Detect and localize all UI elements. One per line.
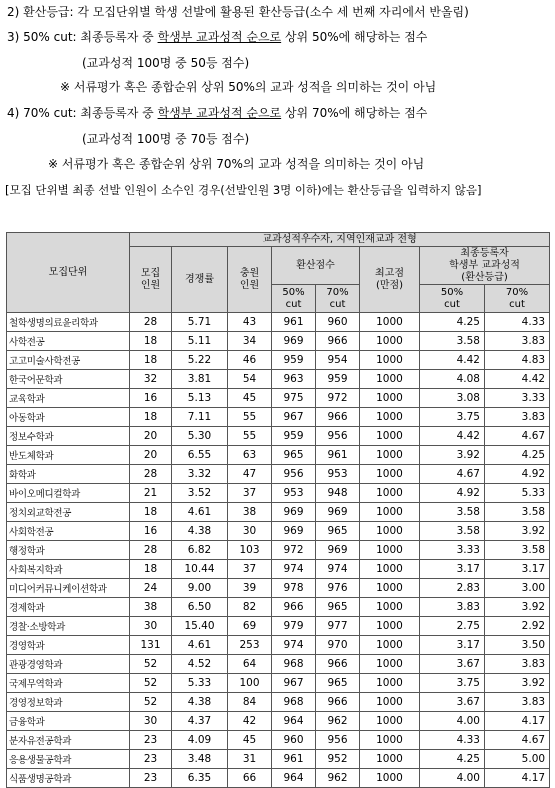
cell-total-applicants: 55 (228, 408, 272, 427)
cell-cut70-score: 961 (316, 446, 360, 465)
cell-total-applicants: 45 (228, 389, 272, 408)
cell-dept: 행정학과 (7, 541, 130, 560)
cell-cut70-grade: 3.33 (485, 389, 550, 408)
cell-dept: 경제학과 (7, 598, 130, 617)
cell-cut50-score: 975 (272, 389, 316, 408)
cell-cut50-score: 956 (272, 465, 316, 484)
cell-max-score: 1000 (360, 598, 420, 617)
cell-cut50-score: 959 (272, 351, 316, 370)
cell-cut70-grade: 3.92 (485, 522, 550, 541)
cell-total-applicants: 45 (228, 731, 272, 750)
cell-cut70-grade: 4.83 (485, 351, 550, 370)
cell-competition: 3.81 (172, 370, 228, 389)
cell-competition: 6.35 (172, 769, 228, 788)
cell-cut50-grade: 4.08 (420, 370, 485, 389)
cell-cut50-grade: 3.92 (420, 446, 485, 465)
cell-cut70-score: 969 (316, 503, 360, 522)
cell-cut70-grade: 3.92 (485, 598, 550, 617)
cell-cut70-grade: 5.33 (485, 484, 550, 503)
table-row (7, 712, 550, 731)
cell-cut70-score: 959 (316, 370, 360, 389)
cell-cut50-score: 974 (272, 636, 316, 655)
cell-competition: 15.40 (172, 617, 228, 636)
cell-cut50-grade: 4.42 (420, 351, 485, 370)
cell-competition: 5.71 (172, 313, 228, 332)
cell-dept: 응용생물공학과 (7, 750, 130, 769)
cell-cut70-score: 948 (316, 484, 360, 503)
cell-max-score: 1000 (360, 332, 420, 351)
table-row (7, 769, 550, 788)
table-row (7, 617, 550, 636)
cell-cut50-grade: 4.67 (420, 465, 485, 484)
cell-cut70-score: 954 (316, 351, 360, 370)
cell-total-applicants: 63 (228, 446, 272, 465)
cell-cut50-score: 969 (272, 522, 316, 541)
cell-cut50-score: 968 (272, 655, 316, 674)
cell-cut50-score: 972 (272, 541, 316, 560)
cell-total-applicants: 30 (228, 522, 272, 541)
cell-cut70-grade: 3.92 (485, 674, 550, 693)
cell-total-applicants: 103 (228, 541, 272, 560)
note-line-2 (7, 30, 427, 44)
cell-cut50-grade: 2.83 (420, 579, 485, 598)
cell-competition: 3.52 (172, 484, 228, 503)
cell-cut50-grade: 3.75 (420, 408, 485, 427)
cell-recruit: 18 (130, 408, 172, 427)
cell-cut70-score: 966 (316, 693, 360, 712)
cell-dept: 철학생명의료윤리학과 (7, 313, 130, 332)
cell-competition: 9.00 (172, 579, 228, 598)
cell-cut50-score: 965 (272, 446, 316, 465)
cell-cut50-score: 953 (272, 484, 316, 503)
note-line-5 (7, 106, 427, 120)
cell-competition: 5.30 (172, 427, 228, 446)
cell-cut70-grade: 2.92 (485, 617, 550, 636)
cell-competition: 6.55 (172, 446, 228, 465)
cell-cut50-score: 960 (272, 731, 316, 750)
table-row (7, 636, 550, 655)
cell-cut50-grade: 3.75 (420, 674, 485, 693)
table-row (7, 693, 550, 712)
cell-cut50-grade: 3.58 (420, 503, 485, 522)
note-line-3: (교과성적 100명 중 50등 점수) (82, 56, 250, 70)
note-line-8: [모집 단위별 최종 선발 인원이 소수인 경우(선발인원 3명 이하)에는 환산등급을 입력하지 않음] (5, 183, 482, 197)
note-line-2-underline: 학생부 교과성적 순으로 (157, 30, 282, 44)
cell-cut50-score: 967 (272, 408, 316, 427)
table-row (7, 408, 550, 427)
header-track: 교과성적우수자, 지역인재교과 전형 (130, 233, 550, 247)
table-row (7, 655, 550, 674)
cell-cut70-grade: 3.83 (485, 693, 550, 712)
cell-cut70-grade: 3.83 (485, 655, 550, 674)
cell-cut70-grade: 3.17 (485, 560, 550, 579)
cell-cut70-score: 965 (316, 598, 360, 617)
cell-cut70-score: 965 (316, 522, 360, 541)
cell-cut70-score: 970 (316, 636, 360, 655)
cell-recruit: 30 (130, 617, 172, 636)
cell-competition: 5.11 (172, 332, 228, 351)
cell-cut50-grade: 4.92 (420, 484, 485, 503)
cell-cut70-score: 976 (316, 579, 360, 598)
cell-max-score: 1000 (360, 674, 420, 693)
cell-cut70-score: 977 (316, 617, 360, 636)
cell-recruit: 28 (130, 541, 172, 560)
cell-cut70-score: 952 (316, 750, 360, 769)
cell-cut50-grade: 3.17 (420, 560, 485, 579)
cell-cut50-grade: 2.75 (420, 617, 485, 636)
cell-max-score: 1000 (360, 389, 420, 408)
cell-max-score: 1000 (360, 750, 420, 769)
note-line-2-post: 상위 50%에 해당하는 점수 (281, 30, 428, 44)
cell-cut50-grade: 3.08 (420, 389, 485, 408)
cell-cut70-grade: 4.67 (485, 731, 550, 750)
cell-cut70-grade: 3.83 (485, 332, 550, 351)
cell-competition: 3.32 (172, 465, 228, 484)
cell-recruit: 20 (130, 427, 172, 446)
table-row (7, 674, 550, 693)
cell-recruit: 28 (130, 313, 172, 332)
cell-competition: 10.44 (172, 560, 228, 579)
cell-competition: 4.61 (172, 636, 228, 655)
table-row (7, 370, 550, 389)
cell-max-score: 1000 (360, 579, 420, 598)
cell-recruit: 21 (130, 484, 172, 503)
cell-cut70-grade: 5.00 (485, 750, 550, 769)
cell-cut70-score: 972 (316, 389, 360, 408)
cell-recruit: 16 (130, 522, 172, 541)
cell-dept: 정보수학과 (7, 427, 130, 446)
cell-cut70-score: 953 (316, 465, 360, 484)
table-body (7, 313, 550, 788)
cell-cut70-grade: 4.17 (485, 712, 550, 731)
cell-dept: 반도체학과 (7, 446, 130, 465)
cell-cut50-grade: 3.83 (420, 598, 485, 617)
cell-dept: 국제무역학과 (7, 674, 130, 693)
cell-max-score: 1000 (360, 712, 420, 731)
cell-recruit: 28 (130, 465, 172, 484)
cell-competition: 6.50 (172, 598, 228, 617)
cell-cut70-score: 965 (316, 674, 360, 693)
cell-total-applicants: 253 (228, 636, 272, 655)
cell-max-score: 1000 (360, 370, 420, 389)
cell-total-applicants: 54 (228, 370, 272, 389)
cell-dept: 식품생명공학과 (7, 769, 130, 788)
table-row (7, 503, 550, 522)
cell-total-applicants: 38 (228, 503, 272, 522)
cell-cut70-grade: 4.42 (485, 370, 550, 389)
cell-recruit: 18 (130, 560, 172, 579)
note-line-4: ※ 서류평가 혹은 종합순위 상위 50%의 교과 성적을 의미하는 것이 아님 (60, 80, 437, 94)
table-row (7, 560, 550, 579)
cell-max-score: 1000 (360, 693, 420, 712)
header-grade-cut50: 50% cut (420, 285, 485, 313)
cell-total-applicants: 37 (228, 560, 272, 579)
cell-recruit: 18 (130, 351, 172, 370)
header-score-cut50: 50% cut (272, 285, 316, 313)
cell-cut70-score: 956 (316, 427, 360, 446)
cell-cut70-grade: 4.25 (485, 446, 550, 465)
cell-cut50-grade: 4.25 (420, 313, 485, 332)
header-max-score: 최고점 (만점) (360, 247, 420, 313)
table-row (7, 389, 550, 408)
cell-cut70-score: 969 (316, 541, 360, 560)
cell-dept: 경찰·소방학과 (7, 617, 130, 636)
header-converted-score: 환산점수 (272, 247, 360, 285)
cell-competition: 4.38 (172, 693, 228, 712)
cell-dept: 바이오메디컬학과 (7, 484, 130, 503)
cell-competition: 4.38 (172, 522, 228, 541)
cell-dept: 미디어커뮤니케이션학과 (7, 579, 130, 598)
table-row (7, 427, 550, 446)
cell-competition: 4.37 (172, 712, 228, 731)
cell-dept: 사회복지학과 (7, 560, 130, 579)
cell-max-score: 1000 (360, 427, 420, 446)
table-row (7, 465, 550, 484)
cell-cut70-score: 960 (316, 313, 360, 332)
header-recruit: 모집 인원 (130, 247, 172, 313)
table-row (7, 731, 550, 750)
cell-cut70-score: 962 (316, 712, 360, 731)
cell-competition: 4.61 (172, 503, 228, 522)
cell-cut70-grade: 4.67 (485, 427, 550, 446)
cell-cut50-grade: 4.42 (420, 427, 485, 446)
cell-max-score: 1000 (360, 655, 420, 674)
cell-cut70-grade: 3.50 (485, 636, 550, 655)
cell-recruit: 16 (130, 389, 172, 408)
cell-cut70-score: 966 (316, 332, 360, 351)
cell-recruit: 20 (130, 446, 172, 465)
cell-max-score: 1000 (360, 446, 420, 465)
header-total-applicants: 충원 인원 (228, 247, 272, 313)
cell-dept: 사회학전공 (7, 522, 130, 541)
cell-recruit: 18 (130, 503, 172, 522)
cell-max-score: 1000 (360, 769, 420, 788)
cell-cut50-grade: 4.00 (420, 712, 485, 731)
cell-cut70-score: 962 (316, 769, 360, 788)
cell-recruit: 52 (130, 674, 172, 693)
cell-cut50-grade: 3.67 (420, 655, 485, 674)
cell-dept: 고고미술사학전공 (7, 351, 130, 370)
cell-max-score: 1000 (360, 503, 420, 522)
cell-max-score: 1000 (360, 465, 420, 484)
table-row (7, 750, 550, 769)
cell-total-applicants: 42 (228, 712, 272, 731)
cell-cut50-score: 968 (272, 693, 316, 712)
cell-cut50-score: 974 (272, 560, 316, 579)
cell-dept: 사학전공 (7, 332, 130, 351)
cell-cut50-score: 961 (272, 750, 316, 769)
cell-total-applicants: 55 (228, 427, 272, 446)
cell-cut70-grade: 3.00 (485, 579, 550, 598)
header-grade-cut70: 70% cut (485, 285, 550, 313)
cell-recruit: 24 (130, 579, 172, 598)
cell-cut70-score: 966 (316, 655, 360, 674)
cell-cut50-grade: 4.00 (420, 769, 485, 788)
cell-cut50-grade: 4.25 (420, 750, 485, 769)
cell-cut50-grade: 3.58 (420, 522, 485, 541)
note-line-5-underline: 학생부 교과성적 순으로 (157, 106, 282, 120)
note-line-5-post: 상위 70%에 해당하는 점수 (281, 106, 428, 120)
header-final-grade: 최종등록자 학생부 교과성적 (환산등급) (420, 247, 550, 285)
cell-cut70-score: 966 (316, 408, 360, 427)
cell-total-applicants: 31 (228, 750, 272, 769)
cell-competition: 6.82 (172, 541, 228, 560)
cell-cut50-score: 978 (272, 579, 316, 598)
cell-cut50-grade: 3.67 (420, 693, 485, 712)
cell-cut50-score: 964 (272, 769, 316, 788)
note-line-1: 2) 환산등급: 각 모집단위별 학생 선발에 활용된 환산등급(소수 세 번째 자리에서 반올림) (7, 5, 469, 19)
cell-total-applicants: 100 (228, 674, 272, 693)
cell-total-applicants: 69 (228, 617, 272, 636)
cell-cut70-grade: 4.17 (485, 769, 550, 788)
cell-recruit: 52 (130, 655, 172, 674)
cell-recruit: 23 (130, 731, 172, 750)
cell-cut50-score: 969 (272, 503, 316, 522)
table-header (7, 233, 550, 313)
cell-cut50-grade: 3.33 (420, 541, 485, 560)
cell-cut70-grade: 4.92 (485, 465, 550, 484)
cell-cut70-grade: 3.58 (485, 541, 550, 560)
header-competition: 경쟁률 (172, 247, 228, 313)
cell-total-applicants: 43 (228, 313, 272, 332)
cell-cut50-score: 959 (272, 427, 316, 446)
header-unit: 모집단위 (7, 233, 130, 313)
cell-dept: 경영정보학과 (7, 693, 130, 712)
cell-total-applicants: 46 (228, 351, 272, 370)
cell-cut70-grade: 3.83 (485, 408, 550, 427)
cell-cut50-score: 966 (272, 598, 316, 617)
cell-dept: 화학과 (7, 465, 130, 484)
cell-dept: 아동학과 (7, 408, 130, 427)
table-row (7, 332, 550, 351)
cell-recruit: 52 (130, 693, 172, 712)
note-line-6: (교과성적 100명 중 70등 점수) (82, 132, 250, 146)
cell-dept: 분자유전공학과 (7, 731, 130, 750)
cell-max-score: 1000 (360, 484, 420, 503)
cell-recruit: 32 (130, 370, 172, 389)
cell-recruit: 30 (130, 712, 172, 731)
cell-total-applicants: 64 (228, 655, 272, 674)
note-line-5-pre: 4) 70% cut: 최종등록자 중 (7, 106, 158, 120)
note-line-7: ※ 서류평가 혹은 종합순위 상위 70%의 교과 성적을 의미하는 것이 아님 (48, 157, 425, 171)
table-row (7, 522, 550, 541)
cell-total-applicants: 84 (228, 693, 272, 712)
cell-cut50-score: 961 (272, 313, 316, 332)
cell-competition: 7.11 (172, 408, 228, 427)
cell-cut50-score: 979 (272, 617, 316, 636)
cell-dept: 경영학과 (7, 636, 130, 655)
cell-cut50-score: 967 (272, 674, 316, 693)
cell-competition: 3.48 (172, 750, 228, 769)
header-score-cut70: 70% cut (316, 285, 360, 313)
cell-max-score: 1000 (360, 313, 420, 332)
cell-max-score: 1000 (360, 731, 420, 750)
cell-competition: 5.13 (172, 389, 228, 408)
table-row (7, 446, 550, 465)
cell-competition: 5.22 (172, 351, 228, 370)
cell-competition: 4.09 (172, 731, 228, 750)
cell-cut70-grade: 3.58 (485, 503, 550, 522)
cell-max-score: 1000 (360, 522, 420, 541)
cell-total-applicants: 66 (228, 769, 272, 788)
cell-cut70-score: 956 (316, 731, 360, 750)
cell-competition: 5.33 (172, 674, 228, 693)
cell-recruit: 23 (130, 750, 172, 769)
table-row (7, 541, 550, 560)
cell-cut50-grade: 3.58 (420, 332, 485, 351)
cell-max-score: 1000 (360, 541, 420, 560)
cell-total-applicants: 47 (228, 465, 272, 484)
cell-max-score: 1000 (360, 408, 420, 427)
cell-recruit: 131 (130, 636, 172, 655)
admissions-table (6, 232, 550, 788)
cell-cut50-grade: 4.33 (420, 731, 485, 750)
table-row (7, 579, 550, 598)
cell-cut50-score: 969 (272, 332, 316, 351)
cell-dept: 교육학과 (7, 389, 130, 408)
cell-max-score: 1000 (360, 560, 420, 579)
cell-dept: 한국어문학과 (7, 370, 130, 389)
cell-cut70-score: 974 (316, 560, 360, 579)
cell-max-score: 1000 (360, 351, 420, 370)
cell-total-applicants: 34 (228, 332, 272, 351)
table-row (7, 313, 550, 332)
table-row (7, 598, 550, 617)
cell-total-applicants: 37 (228, 484, 272, 503)
cell-total-applicants: 82 (228, 598, 272, 617)
cell-dept: 관광경영학과 (7, 655, 130, 674)
cell-cut50-score: 964 (272, 712, 316, 731)
cell-recruit: 23 (130, 769, 172, 788)
cell-cut70-grade: 4.33 (485, 313, 550, 332)
cell-recruit: 18 (130, 332, 172, 351)
cell-cut50-grade: 3.17 (420, 636, 485, 655)
cell-dept: 금융학과 (7, 712, 130, 731)
cell-max-score: 1000 (360, 636, 420, 655)
cell-cut50-score: 963 (272, 370, 316, 389)
cell-total-applicants: 39 (228, 579, 272, 598)
cell-max-score: 1000 (360, 617, 420, 636)
cell-recruit: 38 (130, 598, 172, 617)
table-row (7, 484, 550, 503)
cell-dept: 정치외교학전공 (7, 503, 130, 522)
cell-competition: 4.52 (172, 655, 228, 674)
note-line-2-pre: 3) 50% cut: 최종등록자 중 (7, 30, 158, 44)
table-row (7, 351, 550, 370)
